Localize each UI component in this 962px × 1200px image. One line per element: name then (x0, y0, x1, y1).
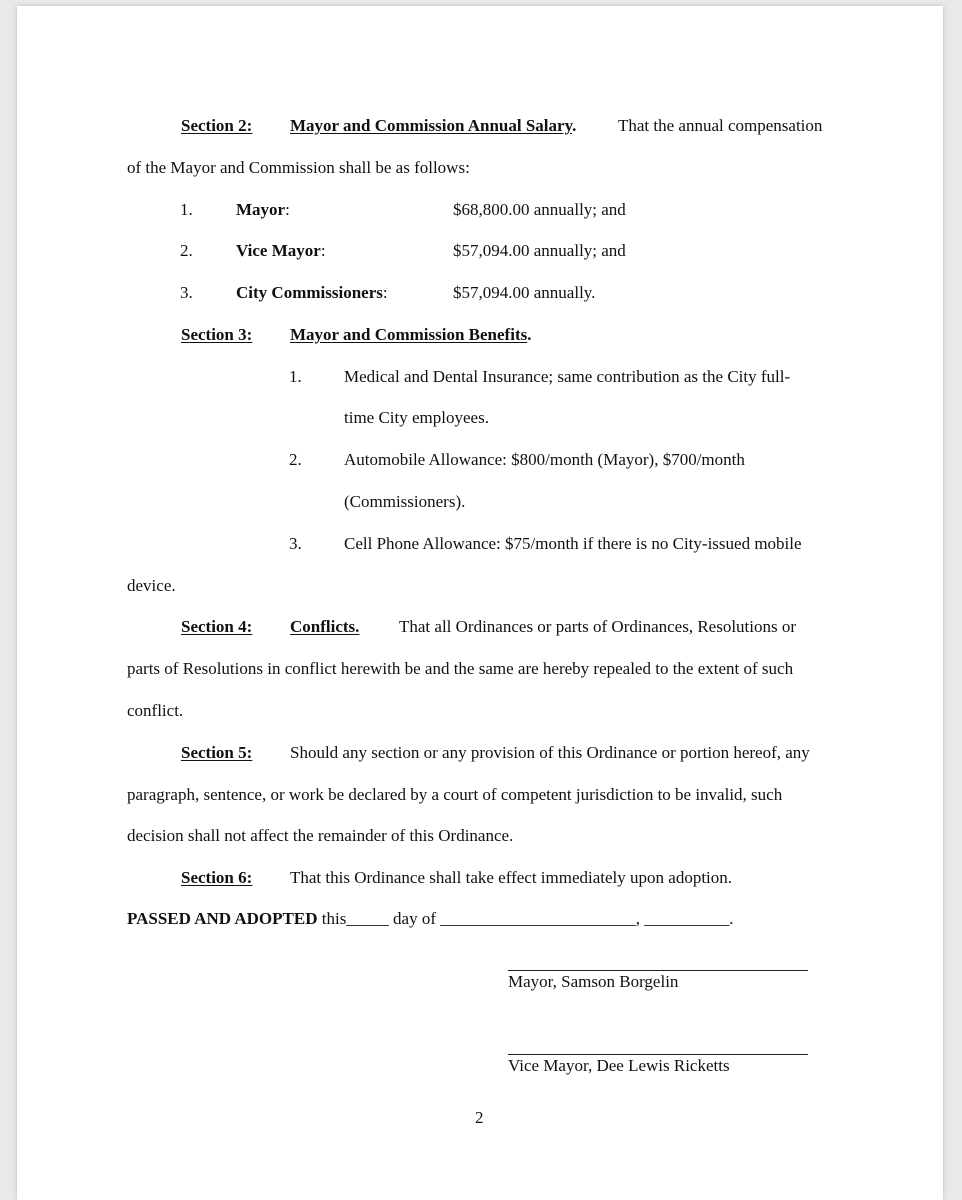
benefit-item-line: Medical and Dental Insurance; same contribution as the City full- (344, 367, 791, 386)
section-6-text: That this Ordinance shall take effect immediately upon adoption. (290, 868, 733, 887)
section-2-heading: Mayor and Commission Annual Salary. (290, 116, 577, 135)
benefit-item-line: time City employees. (344, 408, 489, 427)
section-4-text-line-3: conflict. (127, 701, 184, 720)
section-2-text-line-2: of the Mayor and Commission shall be as follows: (127, 158, 470, 177)
salary-item-amount: $68,800.00 annually; and (453, 200, 626, 219)
benefit-item-line: Automobile Allowance: $800/month (Mayor), $700/month (344, 450, 745, 469)
section-5-text-line-3: decision shall not affect the remainder of this Ordinance. (127, 826, 514, 845)
section-5-label: Section 5: (181, 743, 253, 762)
mayor-signature-line (508, 970, 808, 971)
salary-item-amount: $57,094.00 annually. (453, 283, 596, 302)
section-4-label: Section 4: (181, 617, 253, 636)
section-4-heading: Conflicts. (290, 617, 360, 636)
benefit-item-line: Cell Phone Allowance: $75/month if there is no City-issued mobile (344, 534, 802, 553)
salary-item-title: City Commissioners: (236, 283, 388, 302)
section-5-text-line-1: Should any section or any provision of this Ordinance or portion hereof, any (290, 743, 810, 762)
document-page (17, 6, 943, 1200)
benefit-item-line: (Commissioners). (344, 492, 466, 511)
vice-mayor-signature-line (508, 1054, 808, 1055)
section-3-label: Section 3: (181, 325, 253, 344)
benefit-item-number: 2. (289, 450, 302, 469)
page-number: 2 (475, 1108, 484, 1127)
section-2-text-line-1: That the annual compensation (618, 116, 823, 135)
section-4-text-line-2: parts of Resolutions in conflict herewith be and the same are hereby repealed to the extent of such (127, 659, 794, 678)
salary-item-title: Vice Mayor: (236, 241, 326, 260)
salary-item-number: 2. (180, 241, 193, 260)
salary-item-number: 3. (180, 283, 193, 302)
section-3-heading: Mayor and Commission Benefits. (290, 325, 532, 344)
mayor-signature-name: Mayor, Samson Borgelin (508, 972, 679, 991)
vice-mayor-signature-name: Vice Mayor, Dee Lewis Ricketts (508, 1056, 730, 1075)
section-5-text-line-2: paragraph, sentence, or work be declared by a court of competent jurisdiction to be invalid, such (127, 785, 783, 804)
passed-and-adopted-line: PASSED AND ADOPTED this_____ day of _______________________, __________. (127, 909, 734, 928)
section-6-label: Section 6: (181, 868, 253, 887)
benefit-item-number: 3. (289, 534, 302, 553)
salary-item-amount: $57,094.00 annually; and (453, 241, 626, 260)
salary-item-title: Mayor: (236, 200, 290, 219)
section-2-label: Section 2: (181, 116, 253, 135)
section-4-text-line-1: That all Ordinances or parts of Ordinances, Resolutions or (399, 617, 797, 636)
salary-item-number: 1. (180, 200, 193, 219)
benefit-item-line: device. (127, 576, 176, 595)
benefit-item-number: 1. (289, 367, 302, 386)
